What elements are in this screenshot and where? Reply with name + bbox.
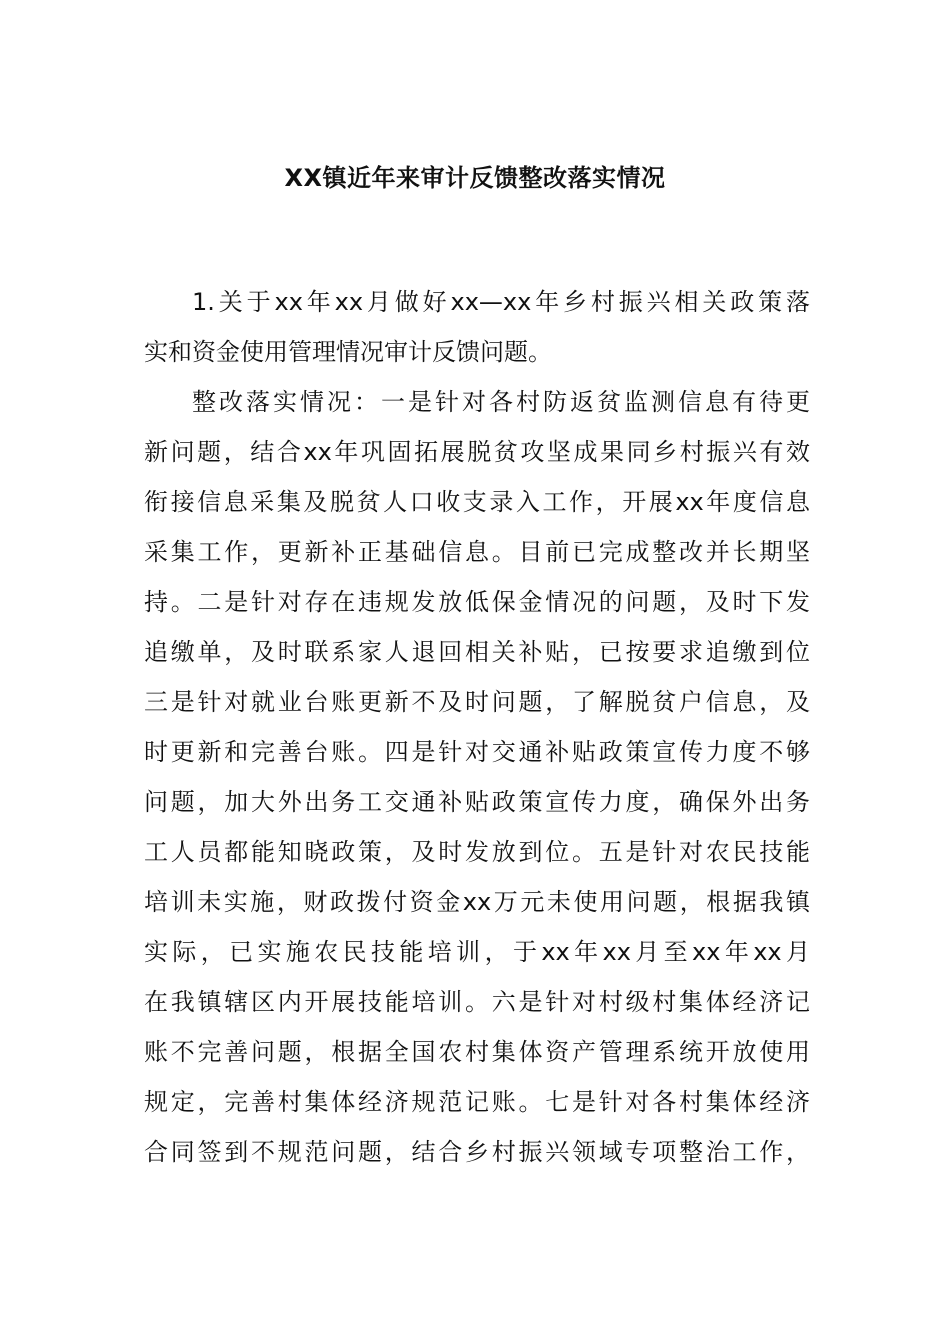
paragraph-2-line-4: 采集工作，更新补正基础信息。目前已完成整改并长期坚 <box>144 538 810 566</box>
paragraph-2-line-13: 在我镇辖区内开展技能培训。六是针对村级村集体经济记 <box>144 988 810 1016</box>
paragraph-2-line-8: 时更新和完善台账。四是针对交通补贴政策宣传力度不够 <box>144 738 810 766</box>
paragraph-2-line-2: 新问题，结合xx年巩固拓展脱贫攻坚成果同乡村振兴有效 <box>144 438 810 466</box>
paragraph-2-line-6: 追缴单，及时联系家人退回相关补贴，已按要求追缴到位 <box>144 638 810 666</box>
paragraph-2-line-3: 衔接信息采集及脱贫人口收支录入工作，开展xx年度信息 <box>144 488 810 516</box>
paragraph-1-line-2: 实和资金使用管理情况审计反馈问题。 <box>144 338 552 366</box>
paragraph-2-line-11: 培训未实施，财政拨付资金xx万元未使用问题，根据我镇 <box>144 888 810 916</box>
document-body <box>144 277 810 1177</box>
paragraph-2-line-14: 账不完善问题，根据全国农村集体资产管理系统开放使用 <box>144 1038 810 1066</box>
paragraph-2-line-5: 持。二是针对存在违规发放低保金情况的问题，及时下发 <box>144 588 810 616</box>
paragraph-2-line-1: 整改落实情况：一是针对各村防返贫监测信息有待更 <box>192 388 810 416</box>
paragraph-2-line-9: 问题，加大外出务工交通补贴政策宣传力度，确保外出务 <box>144 788 810 816</box>
paragraph-2-line-16: 合同签到不规范问题，结合乡村振兴领域专项整治工作， <box>144 1138 810 1166</box>
paragraph-1-line-1: 1.关于xx年xx月做好xx—xx年乡村振兴相关政策落 <box>192 288 810 316</box>
paragraph-2-line-7: 三是针对就业台账更新不及时问题，了解脱贫户信息，及 <box>144 688 810 716</box>
paragraph-2-line-10: 工人员都能知晓政策，及时发放到位。五是针对农民技能 <box>144 838 810 866</box>
paragraph-2-line-15: 规定，完善村集体经济规范记账。七是针对各村集体经济 <box>144 1088 810 1116</box>
paragraph-2-line-12: 实际，已实施农民技能培训，于xx年xx月至xx年xx月 <box>144 938 810 966</box>
document-title: XX镇近年来审计反馈整改落实情况 <box>284 164 666 192</box>
